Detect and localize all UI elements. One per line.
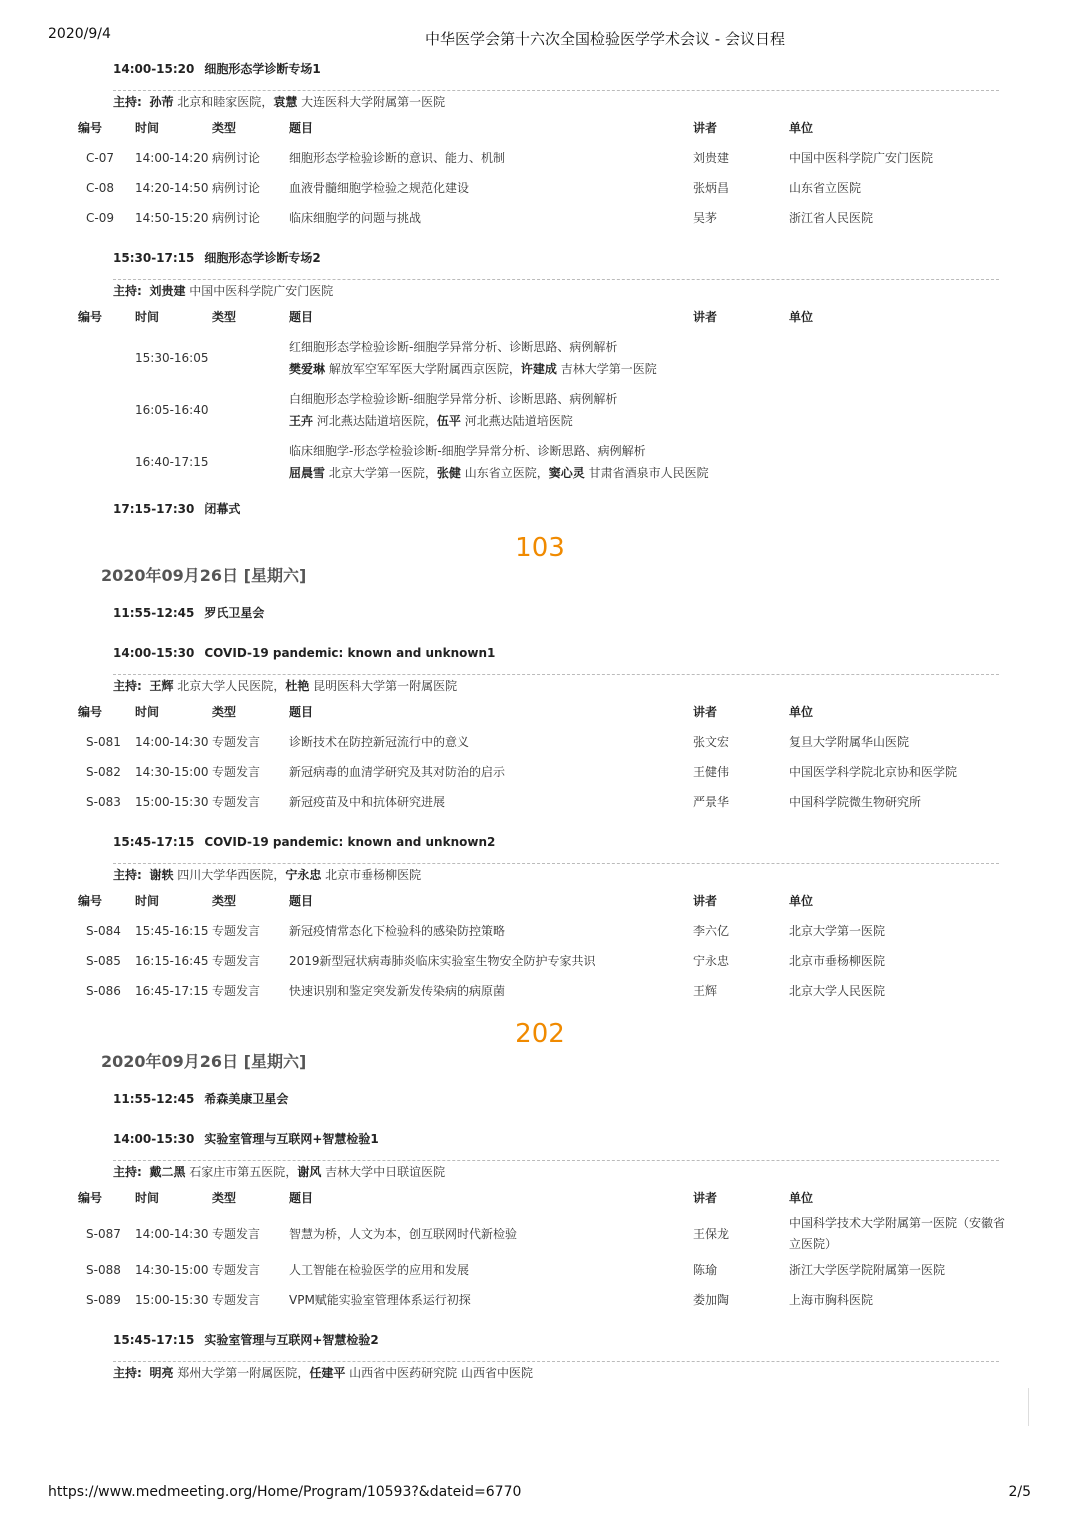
talk-speaker: 李六亿 (693, 924, 730, 938)
host-org: 郑州大学第一附属医院 (177, 1366, 298, 1380)
talk-unit: 北京大学人民医院 (789, 984, 886, 998)
host-org: 石家庄市第五医院 (189, 1165, 286, 1179)
speaker-name: 屈晨雪 (289, 466, 326, 480)
talk-title: 快速识别和鉴定突发新发传染病的病原菌 (289, 984, 506, 998)
table-row (0, 946, 1080, 976)
col-title: 题目 (289, 121, 314, 135)
host-org: 大连医科大学附属第一医院 (301, 95, 446, 109)
talk-id: C-07 (86, 151, 114, 165)
col-unit: 单位 (789, 121, 814, 135)
session-time: 15:30-17:15 (113, 251, 195, 265)
talk-speaker: 吴茅 (693, 211, 718, 225)
speaker-org: 吉林大学第一医院 (560, 362, 657, 376)
talk-title: VPM赋能实验室管理体系运行初探 (289, 1293, 471, 1307)
talk-speaker: 张炳昌 (693, 181, 730, 195)
session-heading (113, 831, 1080, 853)
host-name: 谢风 (297, 1165, 322, 1179)
session-heading (113, 602, 1080, 624)
talk-time: 15:00-15:30 (135, 795, 209, 809)
host-org: 北京和睦家医院 (177, 95, 262, 109)
session-title: COVID-19 pandemic: known and unknown1 (204, 646, 496, 660)
speaker-org: 甘肃省酒泉市人民医院 (588, 466, 709, 480)
day-heading: 2020年09月26日 [星期六] (101, 1052, 307, 1071)
col-title: 题目 (289, 1191, 314, 1205)
talk-type: 病例讨论 (212, 211, 261, 225)
session-hosts: 主持: 戴二黑 石家庄市第五医院，谢风 吉林大学中日联谊医院 (113, 1165, 446, 1179)
talk-unit: 北京大学第一医院 (789, 924, 886, 938)
table-row (0, 976, 1080, 1006)
talk-time: 14:30-15:00 (135, 1263, 209, 1277)
speaker-org: 解放军空军军医大学附属西京医院 (328, 362, 509, 376)
talk-unit: 浙江省人民医院 (789, 211, 874, 225)
talk-unit: 山东省立医院 (789, 181, 862, 195)
talk-title: 2019新型冠状病毒肺炎临床实验室生物安全防护专家共识 (289, 954, 596, 968)
table-row (0, 1213, 1080, 1255)
talk-id: S-082 (86, 765, 121, 779)
session-title: 细胞形态学诊断专场2 (204, 251, 321, 265)
page-edge-line (1028, 1388, 1029, 1426)
talk-unit: 北京市垂杨柳医院 (789, 954, 886, 968)
session-time: 17:15-17:30 (113, 502, 195, 516)
talk-unit: 中国中医科学院广安门医院 (789, 151, 934, 165)
host-name: 杜艳 (285, 679, 310, 693)
talk-type: 病例讨论 (212, 181, 261, 195)
table-row (0, 203, 1080, 233)
host-org: 中国中医科学院广安门医院 (189, 284, 334, 298)
col-id: 编号 (78, 1191, 103, 1205)
session-time: 14:00-15:30 (113, 1132, 195, 1146)
session-title: 罗氏卫星会 (204, 606, 265, 620)
talk-speaker: 陈瑜 (693, 1263, 718, 1277)
talk-title: 血液骨髓细胞学检验之规范化建设 (289, 181, 470, 195)
talk-speaker: 王辉 (693, 984, 718, 998)
host-label: 主持: (113, 1165, 142, 1179)
speaker-name: 伍平 (436, 414, 461, 428)
talk-id: S-081 (86, 735, 121, 749)
col-time: 时间 (135, 705, 160, 719)
print-date: 2020/9/4 (48, 26, 111, 42)
talk-id: S-087 (86, 1227, 121, 1241)
col-unit: 单位 (789, 894, 814, 908)
host-org: 北京市垂杨柳医院 (325, 868, 422, 882)
session-title: 闭幕式 (204, 502, 241, 516)
program-content (0, 58, 1080, 1384)
talk-title: 诊断技术在防控新冠流行中的意义 (289, 735, 470, 749)
table-row (0, 757, 1080, 787)
talk-speaker: 张文宏 (693, 735, 730, 749)
host-name: 孙芾 (149, 95, 174, 109)
host-name: 宁永忠 (285, 868, 322, 882)
talk-speaker: 娄加陶 (693, 1293, 730, 1307)
talk-type: 专题发言 (212, 924, 261, 938)
host-label: 主持: (113, 1366, 142, 1380)
col-speaker: 讲者 (693, 310, 718, 324)
talk-type: 专题发言 (212, 795, 261, 809)
talk-id: S-086 (86, 984, 121, 998)
speaker-name: 王卉 (289, 414, 314, 428)
talk-title: 临床细胞学的问题与挑战 (289, 211, 422, 225)
speaker-org: 山东省立医院 (464, 466, 537, 480)
session-heading (113, 1128, 1080, 1150)
print-url: https://www.medmeeting.org/Home/Program/10593?&dateid=6770 (48, 1484, 522, 1500)
host-label: 主持: (113, 95, 142, 109)
host-org: 北京大学人民医院 (177, 679, 274, 693)
col-id: 编号 (78, 310, 103, 324)
talk-type: 专题发言 (212, 1263, 261, 1277)
session-time: 14:00-15:30 (113, 646, 195, 660)
talk-title: 人工智能在检验医学的应用和发展 (289, 1263, 470, 1277)
col-id: 编号 (78, 894, 103, 908)
col-unit: 单位 (789, 310, 814, 324)
session-heading (113, 642, 1080, 664)
col-time: 时间 (135, 1191, 160, 1205)
col-speaker: 讲者 (693, 121, 718, 135)
talk-unit: 中国科学技术大学附属第一医院（安徽省立医院） (789, 1216, 1006, 1251)
talk-title: 智慧为桥，人文为本，创互联网时代新检验 (289, 1227, 518, 1241)
col-id: 编号 (78, 121, 103, 135)
talk-id: C-08 (86, 181, 114, 195)
host-name: 任建平 (309, 1366, 346, 1380)
table-header (0, 886, 1080, 916)
talk-unit: 浙江大学医学院附属第一医院 (789, 1263, 946, 1277)
talk-speakers: 王卉 河北燕达陆道培医院，伍平 河北燕达陆道培医院 (289, 414, 573, 428)
col-speaker: 讲者 (693, 894, 718, 908)
talk-time: 14:30-15:00 (135, 765, 209, 779)
host-name: 谢轶 (149, 868, 174, 882)
talk-id: S-083 (86, 795, 121, 809)
session-title: COVID-19 pandemic: known and unknown2 (204, 835, 496, 849)
speaker-org: 北京大学第一医院 (328, 466, 425, 480)
session-heading (113, 247, 1080, 269)
talk-speaker: 宁永忠 (693, 954, 730, 968)
host-label: 主持: (113, 868, 142, 882)
talk-time: 15:30-16:05 (135, 351, 209, 365)
session-heading (113, 1329, 1080, 1351)
session-title: 细胞形态学诊断专场1 (204, 62, 321, 76)
talk-time: 16:15-16:45 (135, 954, 209, 968)
speaker-name: 张健 (436, 466, 461, 480)
col-speaker: 讲者 (693, 1191, 718, 1205)
table-row (0, 332, 1080, 384)
table-header (0, 113, 1080, 143)
host-name: 刘贵建 (149, 284, 186, 298)
speaker-name: 窦心灵 (548, 466, 585, 480)
talk-type: 专题发言 (212, 765, 261, 779)
talk-id: S-084 (86, 924, 121, 938)
session-heading (113, 58, 1080, 80)
host-org: 四川大学华西医院 (177, 868, 274, 882)
talk-time: 15:00-15:30 (135, 1293, 209, 1307)
talk-type: 专题发言 (212, 1293, 261, 1307)
talk-title: 新冠疫情常态化下检验科的感染防控策略 (289, 924, 506, 938)
talk-id: S-085 (86, 954, 121, 968)
col-type: 类型 (212, 310, 237, 324)
host-name: 王辉 (149, 679, 174, 693)
session-hosts: 主持: 王辉 北京大学人民医院，杜艳 昆明医科大学第一附属医院 (113, 679, 458, 693)
col-title: 题目 (289, 310, 314, 324)
table-row (0, 916, 1080, 946)
table-header (0, 302, 1080, 332)
col-type: 类型 (212, 121, 237, 135)
talk-unit: 中国医学科学院北京协和医学院 (789, 765, 958, 779)
col-unit: 单位 (789, 705, 814, 719)
host-name: 袁慧 (273, 95, 298, 109)
print-title: 中华医学会第十六次全国检验医学学术会议 - 会议日程 (425, 30, 785, 48)
session-time: 11:55-12:45 (113, 1092, 195, 1106)
talk-unit: 上海市胸科医院 (789, 1293, 874, 1307)
session-hosts (113, 280, 1080, 302)
speaker-name: 许建成 (520, 362, 557, 376)
talk-unit: 中国科学院微生物研究所 (789, 795, 922, 809)
host-org: 吉林大学中日联谊医院 (325, 1165, 446, 1179)
session-heading (113, 498, 1080, 520)
talk-time: 14:00-14:30 (135, 735, 209, 749)
talk-type: 专题发言 (212, 954, 261, 968)
talk-title: 新冠病毒的血清学研究及其对防治的启示 (289, 765, 506, 779)
col-unit: 单位 (789, 1191, 814, 1205)
session-title: 实验室管理与互联网+智慧检验2 (204, 1333, 379, 1347)
host-name: 戴二黑 (149, 1165, 186, 1179)
col-id: 编号 (78, 705, 103, 719)
table-row (0, 787, 1080, 817)
session-time: 15:45-17:15 (113, 835, 195, 849)
session-hosts: 主持: 孙芾 北京和睦家医院，袁慧 大连医科大学附属第一医院 (113, 95, 446, 109)
talk-type: 专题发言 (212, 735, 261, 749)
col-time: 时间 (135, 121, 160, 135)
talk-time: 15:45-16:15 (135, 924, 209, 938)
session-time: 14:00-15:20 (113, 62, 195, 76)
col-title: 题目 (289, 894, 314, 908)
col-type: 类型 (212, 1191, 237, 1205)
room-number: 103 (515, 533, 565, 563)
session-title: 实验室管理与互联网+智慧检验1 (204, 1132, 379, 1146)
talk-speaker: 王保龙 (693, 1227, 730, 1241)
talk-title: 细胞形态学检验诊断的意识、能力、机制 (289, 151, 506, 165)
talk-type: 病例讨论 (212, 151, 261, 165)
speaker-org: 河北燕达陆道培医院 (464, 414, 573, 428)
host-label: 主持: (113, 679, 142, 693)
talk-time: 14:00-14:20 (135, 151, 209, 165)
col-time: 时间 (135, 310, 160, 324)
table-row (0, 436, 1080, 488)
talk-id: S-089 (86, 1293, 121, 1307)
host-name: 明亮 (149, 1366, 174, 1380)
talk-time: 16:45-17:15 (135, 984, 209, 998)
page-number: 2/5 (1008, 1484, 1031, 1500)
talk-id: S-088 (86, 1263, 121, 1277)
session-hosts: 主持: 明亮 郑州大学第一附属医院，任建平 山西省中医药研究院 山西省中医院 (113, 1366, 533, 1380)
table-row (0, 727, 1080, 757)
talk-speaker: 王健伟 (693, 765, 730, 779)
host-label: 主持: (113, 284, 142, 298)
session-title: 希森美康卫星会 (204, 1092, 289, 1106)
talk-time: 14:00-14:30 (135, 1227, 209, 1241)
talk-time: 14:50-15:20 (135, 211, 209, 225)
room-number: 202 (515, 1019, 565, 1049)
talk-unit: 复旦大学附属华山医院 (789, 735, 910, 749)
session-heading (113, 1088, 1080, 1110)
host-org: 山西省中医药研究院 山西省中医院 (349, 1366, 533, 1380)
talk-title: 红细胞形态学检验诊断-细胞学异常分析、诊断思路、病例解析 (289, 340, 618, 354)
talk-speakers: 屈晨雪 北京大学第一医院，张健 山东省立医院，窦心灵 甘肃省酒泉市人民医院 (289, 466, 709, 480)
talk-speaker: 刘贵建 (693, 151, 730, 165)
session-time: 15:45-17:15 (113, 1333, 195, 1347)
table-row (0, 1255, 1080, 1285)
talk-time: 16:40-17:15 (135, 455, 209, 469)
day-heading: 2020年09月26日 [星期六] (101, 566, 307, 585)
table-row (0, 1285, 1080, 1315)
talk-time: 16:05-16:40 (135, 403, 209, 417)
talk-title: 新冠疫苗及中和抗体研究进展 (289, 795, 446, 809)
talk-title: 白细胞形态学检验诊断-细胞学异常分析、诊断思路、病例解析 (289, 392, 618, 406)
col-type: 类型 (212, 705, 237, 719)
table-row (0, 173, 1080, 203)
speaker-name: 樊爱琳 (289, 362, 326, 376)
table-row (0, 143, 1080, 173)
session-hosts: 主持: 谢轶 四川大学华西医院，宁永忠 北京市垂杨柳医院 (113, 868, 422, 882)
col-speaker: 讲者 (693, 705, 718, 719)
table-header (0, 697, 1080, 727)
talk-time: 14:20-14:50 (135, 181, 209, 195)
host-org: 昆明医科大学第一附属医院 (313, 679, 458, 693)
col-title: 题目 (289, 705, 314, 719)
talk-speakers: 樊爱琳 解放军空军军医大学附属西京医院，许建成 吉林大学第一医院 (289, 362, 657, 376)
talk-id: C-09 (86, 211, 114, 225)
talk-type: 专题发言 (212, 984, 261, 998)
talk-title: 临床细胞学-形态学检验诊断-细胞学异常分析、诊断思路、病例解析 (289, 444, 646, 458)
talk-speaker: 严景华 (693, 795, 730, 809)
table-header (0, 1183, 1080, 1213)
session-time: 11:55-12:45 (113, 606, 195, 620)
col-type: 类型 (212, 894, 237, 908)
talk-type: 专题发言 (212, 1227, 261, 1241)
speaker-org: 河北燕达陆道培医院 (316, 414, 425, 428)
col-time: 时间 (135, 894, 160, 908)
table-row (0, 384, 1080, 436)
